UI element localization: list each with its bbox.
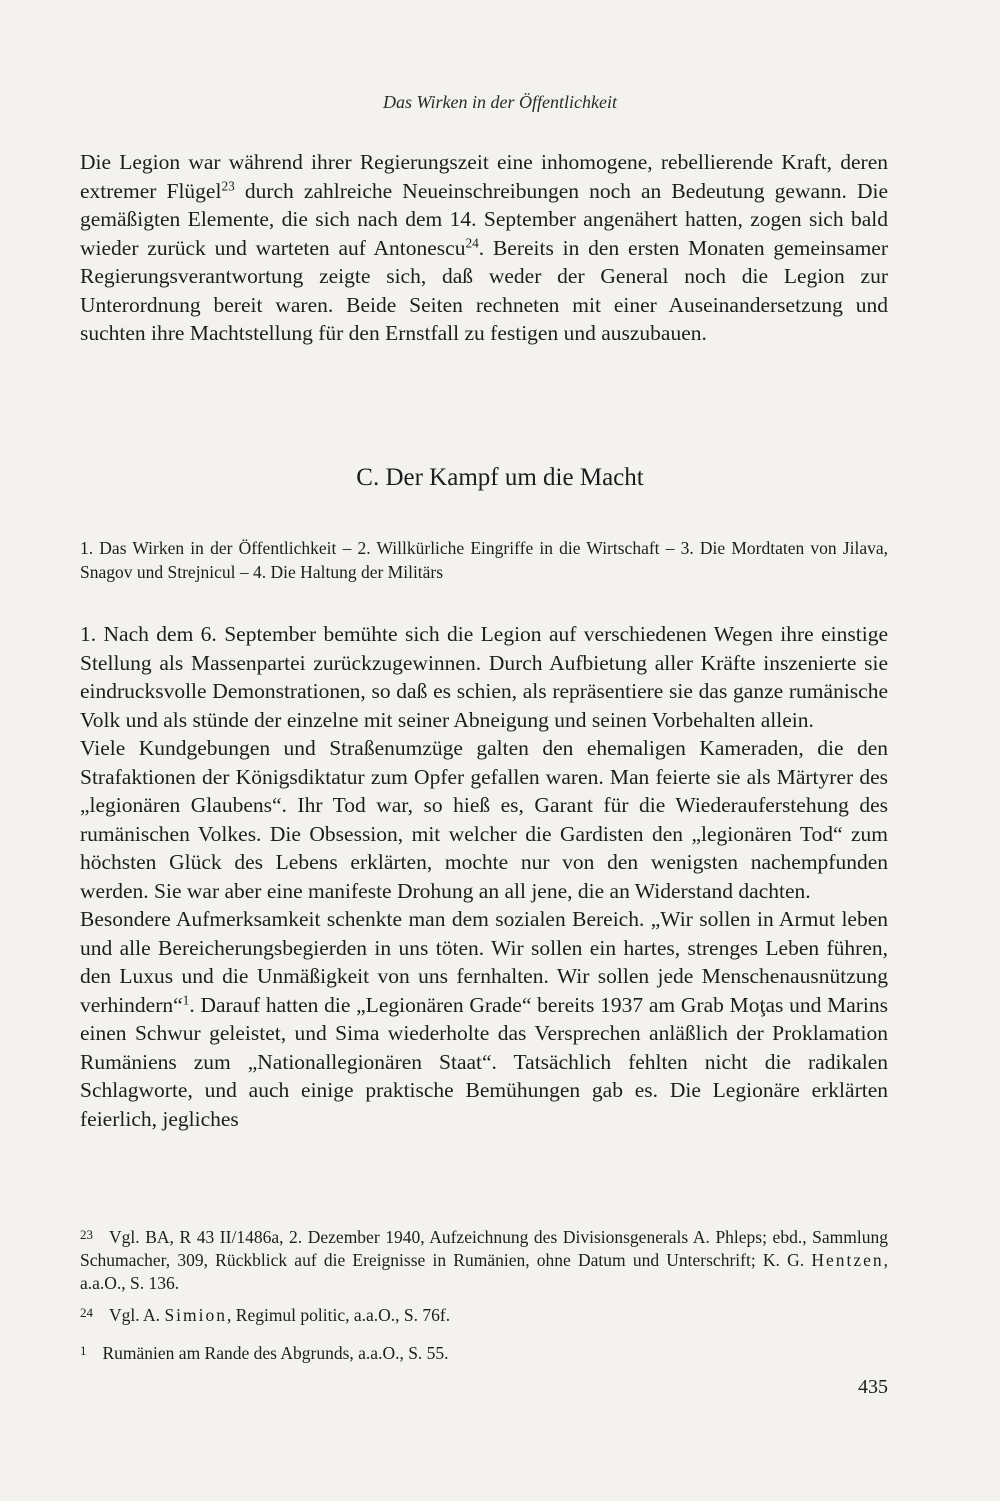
paragraph-1: 1. Nach dem 6. September bemühte sich die Legion auf verschiedenen Wegen ihre einstige Stellung als Massenpartei zurückzugewinnen. Durch Aufbietung aller Kräfte inszenierte sie eindrucksvolle Demonstrationen, so daß es schien, als repräsentiere sie das ganze rumänische Volk und als stünde der einzelne mit seiner Abneigung und seinen Vorbehalten allein. — [80, 622, 888, 732]
footnote-23 — [80, 1223, 888, 1295]
paragraph-3-text-1: Besondere Aufmerksamkeit schenkte man dem sozialen Bereich. „Wir sollen in Armut leben und alle Bereicherungsbegierden in uns töten. Wir sollen ein hartes, strenges Leben führen, den Luxus und die Unmäßigkeit von uns fernhalten. Wir sollen jede Menschenausnützung verhindern“ — [80, 907, 888, 1017]
footnote-ref-24[interactable]: 24 — [465, 235, 479, 251]
footnotes — [80, 1223, 888, 1371]
footnote-24-text-1: Vgl. A. — [109, 1305, 165, 1325]
footnote-ref-1[interactable]: 1 — [182, 992, 190, 1008]
paragraph-3 — [80, 905, 888, 1133]
section-heading: C. Der Kampf um die Macht — [356, 464, 644, 491]
footnote-1 — [80, 1339, 888, 1365]
paragraph-3-text-2: . Darauf hatten die „Legionären Grade“ bereits 1937 am Grab Moţas und Marins einen Schwur geleistet, und Sima wiederholte das Versprechen anläßlich der Proklamation Rumäniens zum „Nationallegionären Staat“. Tatsächlich fehlten nicht die radikalen Schlagworte, und auch einige praktische Bemühungen gab es. Die Legionäre erklärten feierlich, jegliches — [80, 992, 888, 1131]
running-head: Das Wirken in der Öffentlichkeit — [383, 92, 617, 112]
footnote-23-author: Hentzen — [811, 1250, 884, 1270]
footnote-24-author: Simion — [164, 1305, 228, 1325]
footnote-mark-24: 24 — [80, 1305, 93, 1320]
intro-text-3: . Bereits in den ersten Monaten gemeinsamer Regierungsverantwortung zeigte sich, daß weder der General noch die Legion zur Unterordnung bereit waren. Beide Seiten rechneten mit einer Auseinandersetzung und suchten ihre Machtstellung für den Ernstfall zu festigen und auszubauen. — [80, 235, 888, 345]
paragraph-2: Viele Kundgebungen und Straßenumzüge galten den ehemaligen Kameraden, die den Strafaktionen der Königsdiktatur zum Opfer gefallen waren. Man feierte sie als Märtyrer des „legionären Glaubens“. Ihr Tod war, so hieß es, Garant für die Wiederauferstehung des rumänischen Volkes. Die Obsession, mit welcher die Gardisten den „legionären Tod“ zum höchsten Glück des Lebens erklärten, mochte nur von den wenigsten nachempfunden werden. Sie war aber eine manifeste Drohung an all jene, die an Widerstand dachten. — [80, 736, 888, 903]
footnote-ref-23[interactable]: 23 — [221, 178, 235, 194]
footnote-24-text-2: , Regimul politic, a.a.O., S. 76f. — [227, 1305, 451, 1325]
footnote-1-text: Rumänien am Rande des Abgrunds, a.a.O., S. 55. — [102, 1343, 449, 1363]
intro-paragraph — [80, 148, 888, 348]
section-contents-line: 1. Das Wirken in der Öffentlichkeit – 2. Willkürliche Eingriffe in die Wirtschaft – 3. Die Mordtaten von Jilava, Snagov und Strejnicul – 4. Die Haltung der Militärs — [80, 538, 888, 582]
page-number: 435 — [858, 1376, 888, 1398]
main-body — [80, 620, 888, 1133]
footnote-23-text-1: Vgl. BA, R 43 II/1486a, 2. Dezember 1940, Aufzeichnung des Divisionsgenerals A. Phleps; ebd., Sammlung Schumacher, 309, Rückblick auf die Ereignisse in Rumänien, ohne Datum und Unterschrift; K. G. — [80, 1227, 888, 1270]
footnote-mark-1: 1 — [80, 1343, 87, 1358]
intro-text-1: Die Legion war während ihrer Regierungszeit eine inhomogene, rebellierende Kraft, deren extremer Flügel — [80, 150, 888, 203]
intro-text-2: durch zahlreiche Neueinschreibungen noch an Bedeutung gewann. Die gemäßigten Elemente, die sich nach dem 14. September angenähert hatten, zogen sich bald wieder zurück und warteten auf Antonescu — [80, 178, 888, 260]
footnote-24 — [80, 1301, 888, 1327]
footnote-23-text-2: , a.a.O., S. 136. — [80, 1250, 888, 1293]
footnote-mark-23: 23 — [80, 1227, 93, 1242]
